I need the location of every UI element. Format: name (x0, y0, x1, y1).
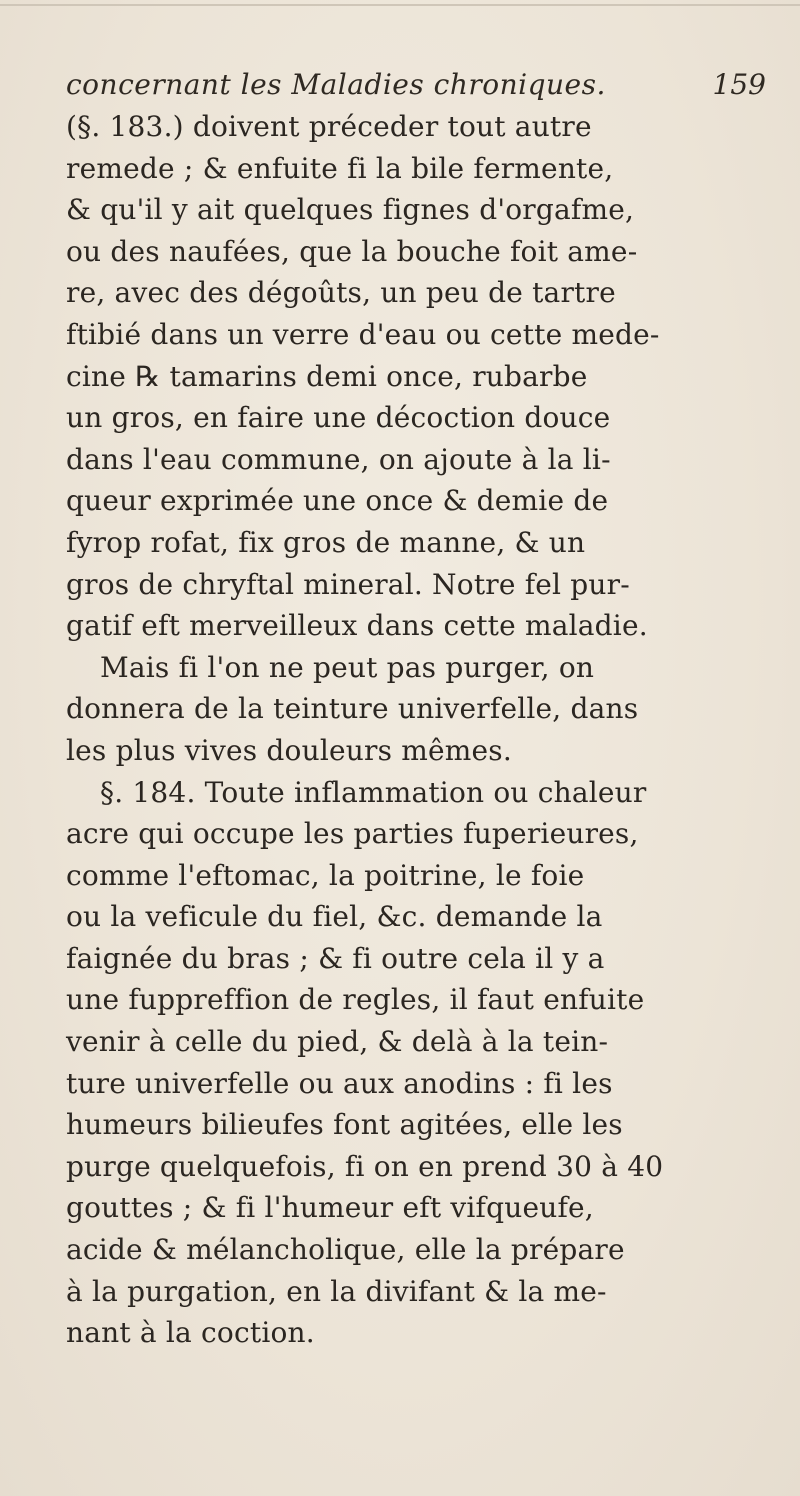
text-line: ou la veficule du fiel, &c. demande la (66, 900, 603, 934)
text-line: gros de chryftal mineral. Notre fel pur- (66, 567, 630, 601)
text-line: (§. 183.) doivent préceder tout autre (66, 110, 592, 143)
page-header (66, 68, 766, 108)
text-line: dans l'eau commune, on ajoute à la li- (66, 442, 611, 476)
text-line: comme l'eftomac, la poitrine, le foie (66, 858, 585, 892)
text-line: queur exprimée une once & demie de (66, 484, 609, 518)
running-head: concernant les Maladies chroniques. (66, 68, 606, 101)
text-line: Mais fi l'on ne peut pas purger, on (100, 650, 595, 684)
text-line: ou des naufées, que la bouche foit ame- (66, 234, 638, 268)
text-line: un gros, en faire une décoction douce (66, 401, 611, 435)
text-line: gouttes ; & fi l'humeur eft vifqueufe, (66, 1191, 594, 1225)
text-line: fyrop rofat, fix gros de manne, & un (66, 525, 586, 559)
text-line: acre qui occupe les parties fuperieures, (66, 817, 639, 851)
text-line: donnera de la teinture univerfelle, dans (66, 692, 639, 726)
text-line: re, avec des dégoûts, un peu de tartre (66, 276, 616, 310)
text-line: humeurs bilieufes font agitées, elle les (66, 1108, 623, 1142)
text-line: une fuppreffion de regles, il faut enfuite (66, 983, 645, 1017)
text-line: venir à celle du pied, & delà à la tein- (66, 1025, 609, 1059)
text-line: acide & mélancholique, elle la prépare (66, 1233, 625, 1267)
text-line: purge quelquefois, fi on en prend 30 à 40 (66, 1149, 664, 1183)
text-line: §. 184. Toute inflammation ou chaleur (100, 775, 647, 809)
body-text (40, 106, 780, 1354)
text-line: ftibié dans un verre d'eau ou cette mede- (66, 317, 660, 351)
text-line: remede ; & enfuite fi la bile fermente, (66, 151, 614, 185)
text-line: à la purgation, en la divifant & la me- (66, 1274, 607, 1308)
text-line: faignée du bras ; & fi outre cela il y a (66, 941, 605, 975)
text-line: & qu'il y ait quelques fignes d'orgafme, (66, 193, 635, 227)
text-line: ture univerfelle ou aux anodins : fi les (66, 1066, 613, 1100)
text-line: les plus vives douleurs mêmes. (66, 733, 512, 767)
page-top-edge (0, 4, 800, 6)
text-line: gatif eft merveilleux dans cette maladie. (66, 609, 648, 643)
text-line: cine ℞ tamarins demi once, rubarbe (66, 359, 588, 393)
page-number: 159 (712, 68, 766, 101)
text-line: nant à la coction. (66, 1316, 315, 1350)
